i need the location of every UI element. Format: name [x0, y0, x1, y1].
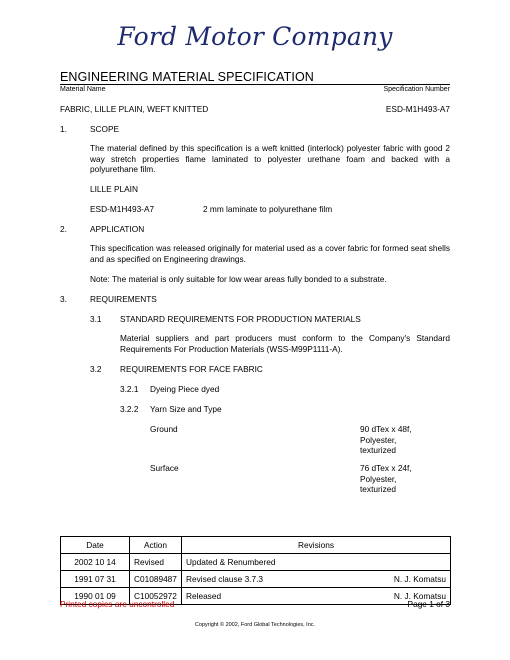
revision-description: Updated & Renumbered — [186, 557, 276, 567]
scope-code-description: 2 mm laminate to polyurethane film — [203, 204, 333, 214]
revision-author: N. J. Komatsu — [393, 574, 446, 584]
surface-spec-line: 76 dTex x 24f, — [360, 463, 412, 473]
section-3-heading: REQUIREMENTS — [90, 294, 157, 304]
copyright-notice: Copyright © 2002, Ford Global Technologies, Inc. — [194, 622, 316, 628]
material-name: FABRIC, LILLE PLAIN, WEFT KNITTED — [60, 104, 209, 114]
table-row — [61, 571, 451, 588]
ground-spec-line: Polyester, — [360, 434, 397, 445]
revisions-header-row — [61, 537, 451, 554]
spec-number-label: Specification Number — [383, 86, 450, 93]
section-1-heading: SCOPE — [90, 124, 120, 134]
surface-label: Surface — [150, 463, 179, 473]
spec-number: ESD-M1H493-A7 — [385, 104, 450, 114]
title-divider — [60, 84, 450, 85]
uncontrolled-notice: Printed copies are uncontrolled — [60, 599, 175, 609]
section-3-2-number: 3.2 — [90, 364, 102, 374]
section-2-number: 2. — [60, 224, 67, 234]
revision-cell — [182, 571, 451, 588]
section-3-1-heading: STANDARD REQUIREMENTS FOR PRODUCTION MATERIALS — [120, 314, 361, 324]
scope-sub-label: LILLE PLAIN — [90, 184, 138, 194]
section-3-2-2-number: 3.2.2 — [120, 404, 139, 414]
revision-author: N. J. Komatsu — [393, 591, 446, 601]
section-3-1-text: Material suppliers and part producers must conform to the Company's Standard Requirements For Production Materials (WSS-M99P1111-A). — [120, 333, 450, 354]
header-date: Date — [61, 537, 130, 554]
surface-spec — [360, 463, 412, 495]
application-note: Note: The material is only suitable for low wear areas fully bonded to a substrate. — [90, 274, 387, 284]
section-3-2-2-text: Yarn Size and Type — [150, 404, 222, 414]
revision-date: 1991 07 31 — [61, 571, 130, 588]
section-3-number: 3. — [60, 294, 67, 304]
table-row — [61, 554, 451, 571]
revisions-table — [60, 536, 451, 605]
revision-date: 2002 10 14 — [61, 554, 130, 571]
scope-text: The material defined by this specification is a weft knitted (interlock) polyester fabric with good 2 way stretch properties flame laminated to polyester urethane foam and backed with a polyurethane film. — [90, 143, 450, 174]
scope-code: ESD-M1H493-A7 — [90, 204, 155, 214]
revision-action: Revised — [130, 554, 182, 571]
ground-spec-line: 90 dTex x 48f, — [360, 424, 412, 434]
revision-cell — [182, 554, 451, 571]
section-3-1-number: 3.1 — [90, 314, 102, 324]
document-title: ENGINEERING MATERIAL SPECIFICATION — [60, 70, 314, 84]
revision-date: 1990 01 09 — [61, 588, 130, 605]
ground-spec-line: texturized — [360, 445, 396, 455]
section-3-2-1-number: 3.2.1 — [120, 384, 139, 394]
header-revisions: Revisions — [182, 537, 451, 554]
ground-spec — [360, 424, 412, 456]
material-name-label: Material Name — [60, 86, 106, 93]
section-1-number: 1. — [60, 124, 67, 134]
revision-description: Revised clause 3.7.3 — [186, 574, 264, 584]
surface-spec-line: texturized — [360, 484, 396, 494]
surface-spec-line: Polyester, — [360, 473, 397, 484]
page-number: Page 1 of 3 — [407, 599, 450, 609]
section-3-2-1-text: Dyeing Piece dyed — [150, 384, 220, 394]
revision-action: C01089487 — [130, 571, 182, 588]
revision-description: Released — [186, 591, 222, 601]
ford-logo: Ford Motor Company — [117, 22, 393, 51]
section-3-2-heading: REQUIREMENTS FOR FACE FABRIC — [120, 364, 263, 374]
revision-action: C10052972 — [130, 588, 182, 605]
application-text: This specification was released originally for material used as a cover fabric for formed seat shells and as specified on Engineering drawings. — [90, 243, 450, 264]
header-action: Action — [130, 537, 182, 554]
ground-label: Ground — [150, 424, 178, 434]
section-2-heading: APPLICATION — [90, 224, 145, 234]
